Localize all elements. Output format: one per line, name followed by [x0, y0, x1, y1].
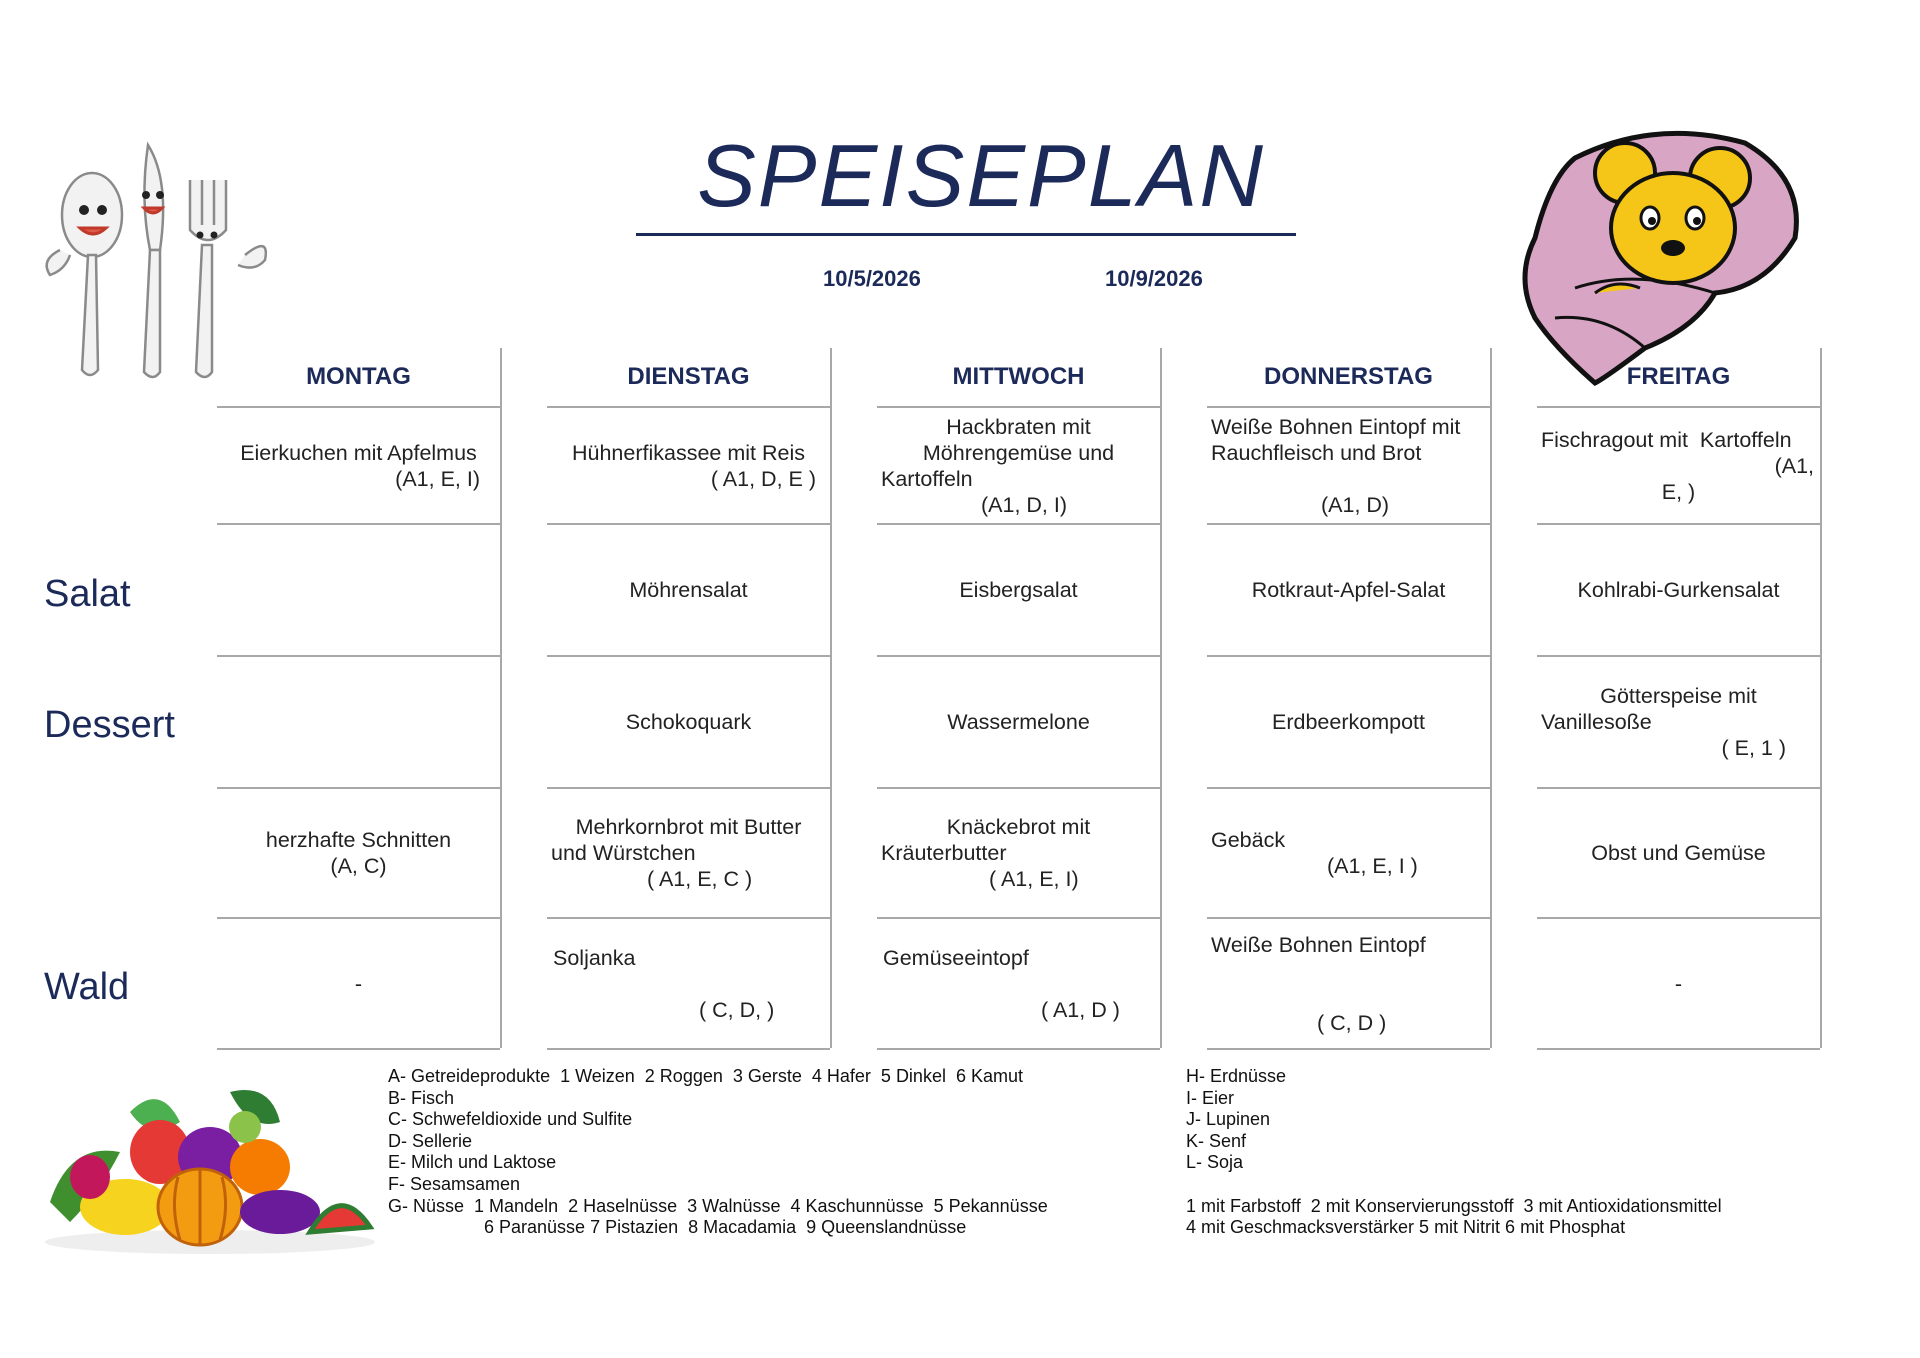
snack-cell: Mehrkornbrot mit Butter und Würstchen ( A1, E, C ) [547, 787, 830, 917]
snack-cell: Gebäck (A1, E, I ) [1207, 787, 1490, 917]
snack-cell: Obst und Gemüse [1537, 787, 1820, 917]
end-date: 10/9/2026 [1105, 266, 1203, 291]
row-label-dessert: Dessert [44, 704, 175, 746]
salat-cell [217, 523, 500, 655]
lunch-cell: Weiße Bohnen Eintopf mit Rauchfleisch und Brot (A1, D) [1207, 406, 1490, 523]
dessert-cell: Götterspeise mit Vanillesoße ( E, 1 ) [1537, 655, 1820, 787]
row-label-salat: Salat [44, 573, 131, 615]
wald-cell: Soljanka ( C, D, ) [547, 917, 830, 1048]
salat-cell: Rotkraut-Apfel-Salat [1207, 523, 1490, 655]
day-column-donnerstag [1207, 348, 1492, 1048]
wald-cell: Weiße Bohnen Eintopf ( C, D ) [1207, 917, 1490, 1048]
allergen-legend-left: A- Getreideprodukte 1 Weizen 2 Roggen 3 Gerste 4 Hafer 5 Dinkel 6 Kamut B- Fisch C- Schwefeldioxide und Sulfite D- Sellerie E- Milch und Laktose F- Sesamsamen G- Nüsse 1 Mandeln 2 Haselnüsse 3 Walnüsse 4 Kaschunnüsse 5 Pekannüsse 6 Paranüsse 7 Pistazien 8 Macadamia 9 Queenslandnüsse [388, 1066, 1048, 1238]
day-header: FREITAG [1626, 363, 1731, 390]
day-column-freitag [1537, 348, 1822, 1048]
day-header: DONNERSTAG [1264, 363, 1433, 390]
day-header: MITTWOCH [952, 363, 1085, 390]
day-header: DIENSTAG [627, 363, 750, 390]
title-underline [636, 233, 1296, 236]
dessert-cell: Erdbeerkompott [1207, 655, 1490, 787]
lunch-cell: Eierkuchen mit Apfelmus (A1, E, I) [217, 406, 500, 523]
lunch-cell: Hackbraten mit Möhrengemüse und Kartoffeln (A1, D, I) [877, 406, 1160, 523]
page-title: SPEISEPLAN [697, 126, 1265, 225]
day-column-montag [217, 348, 502, 1048]
wald-cell: - [217, 917, 500, 1048]
lunch-cell: Fischragout mit Kartoffeln (A1, E, ) [1537, 406, 1820, 523]
snack-cell: Knäckebrot mit Kräuterbutter ( A1, E, I) [877, 787, 1160, 917]
start-date: 10/5/2026 [823, 266, 921, 291]
lunch-cell: Hühnerfikassee mit Reis ( A1, D, E ) [547, 406, 830, 523]
dessert-cell [217, 655, 500, 787]
snack-cell: herzhafte Schnitten (A, C) [217, 787, 500, 917]
wald-cell: - [1537, 917, 1820, 1048]
salat-cell: Kohlrabi-Gurkensalat [1537, 523, 1820, 655]
row-label-wald: Wald [44, 966, 130, 1008]
salat-cell: Möhrensalat [547, 523, 830, 655]
day-column-dienstag [547, 348, 832, 1048]
salat-cell: Eisbergsalat [877, 523, 1160, 655]
wald-cell: Gemüseeintopf ( A1, D ) [877, 917, 1160, 1048]
vegetables-icon [30, 1082, 380, 1257]
dessert-cell: Schokoquark [547, 655, 830, 787]
allergen-legend-right: H- Erdnüsse I- Eier J- Lupinen K- Senf L- Soja 1 mit Farbstoff 2 mit Konservierungsstoff 3 mit Antioxidationsmittel 4 mit Geschmacksverstärker 5 mit Nitrit 6 mit Phosphat [1186, 1066, 1722, 1238]
day-header: MONTAG [306, 363, 411, 390]
dessert-cell: Wassermelone [877, 655, 1160, 787]
day-column-mittwoch [877, 348, 1162, 1048]
